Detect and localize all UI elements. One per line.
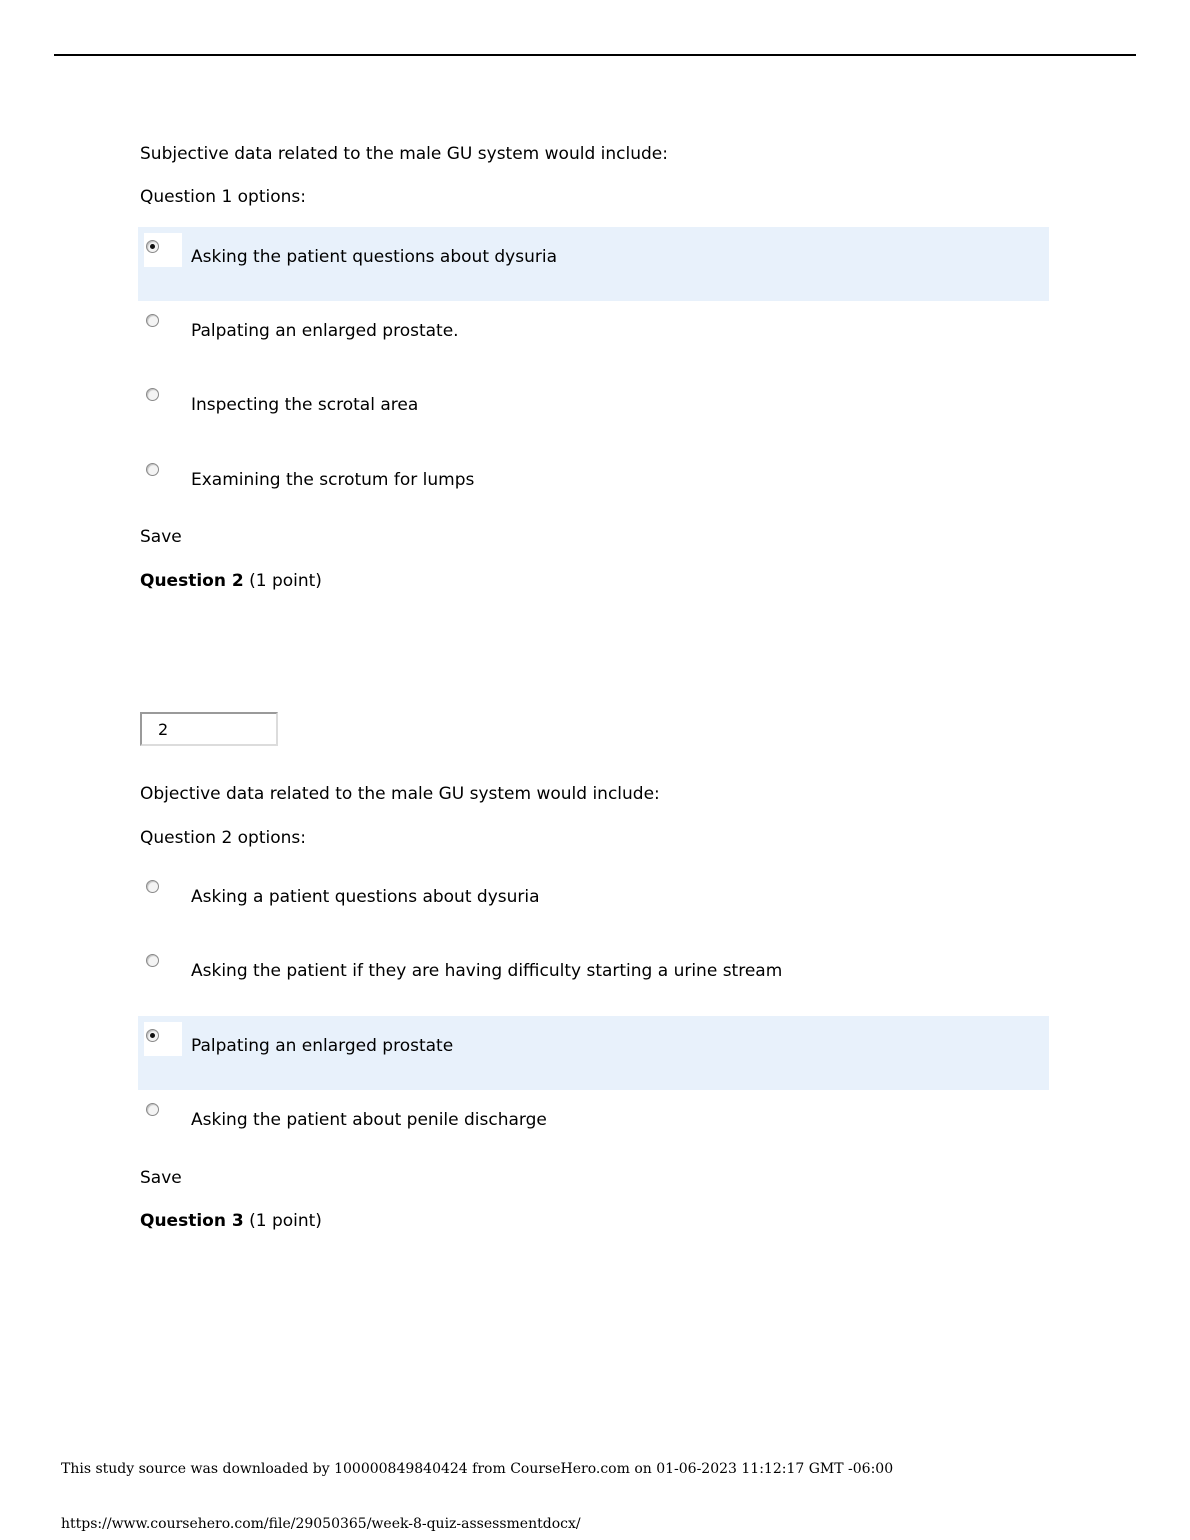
radio-button-icon[interactable] <box>146 388 159 401</box>
radio-button-icon[interactable] <box>146 1103 159 1116</box>
question-1-save-button[interactable]: Save <box>140 527 182 547</box>
question-3-title <box>140 1210 322 1232</box>
question-1-prompt: Subjective data related to the male GU system would include: <box>140 144 668 164</box>
option-label: Asking the patient questions about dysuria <box>191 247 557 267</box>
question-2-option-4[interactable] <box>138 1090 1049 1164</box>
question-2-points: (1 point) <box>249 571 322 591</box>
option-label: Asking the patient if they are having difficulty starting a urine stream <box>191 961 783 981</box>
option-label: Asking the patient about penile discharge <box>191 1110 547 1130</box>
question-2-title <box>140 570 322 592</box>
radio-button-icon[interactable] <box>146 463 159 476</box>
option-label: Inspecting the scrotal area <box>191 395 419 415</box>
footer-url-link[interactable]: https://www.coursehero.com/file/29050365/week-8-quiz-assessmentdocx/ <box>61 1516 581 1532</box>
question-1-option-1[interactable] <box>138 227 1049 301</box>
radio-button-icon[interactable] <box>146 880 159 893</box>
question-1-option-3[interactable] <box>138 375 1049 449</box>
option-label: Examining the scrotum for lumps <box>191 470 475 490</box>
question-1-option-4[interactable] <box>138 450 1049 524</box>
question-2-options-label: Question 2 options: <box>140 828 306 848</box>
option-label: Palpating an enlarged prostate <box>191 1036 454 1056</box>
question-2-prompt: Objective data related to the male GU system would include: <box>140 784 660 804</box>
radio-button-selected-icon[interactable] <box>146 240 159 253</box>
question-2-number: Question 2 <box>140 571 244 591</box>
option-label: Asking a patient questions about dysuria <box>191 887 540 907</box>
header-rule <box>54 54 1136 56</box>
radio-button-icon[interactable] <box>146 314 159 327</box>
question-3-number: Question 3 <box>140 1211 244 1231</box>
question-2-option-1[interactable] <box>138 867 1049 941</box>
option-label: Palpating an enlarged prostate. <box>191 321 459 341</box>
question-2-save-button[interactable]: Save <box>140 1168 182 1188</box>
question-1-options-label: Question 1 options: <box>140 187 306 207</box>
question-3-points: (1 point) <box>249 1211 322 1231</box>
footer-source-line: This study source was downloaded by 100000849840424 from CourseHero.com on 01-06-2023 11:12:17 GMT -06:00 <box>61 1461 894 1477</box>
question-1-option-2[interactable] <box>138 301 1049 375</box>
question-2-answer-input[interactable] <box>140 712 278 746</box>
radio-button-selected-icon[interactable] <box>146 1029 159 1042</box>
question-2-option-2[interactable] <box>138 941 1049 1015</box>
radio-button-icon[interactable] <box>146 954 159 967</box>
question-2-option-3[interactable] <box>138 1016 1049 1090</box>
